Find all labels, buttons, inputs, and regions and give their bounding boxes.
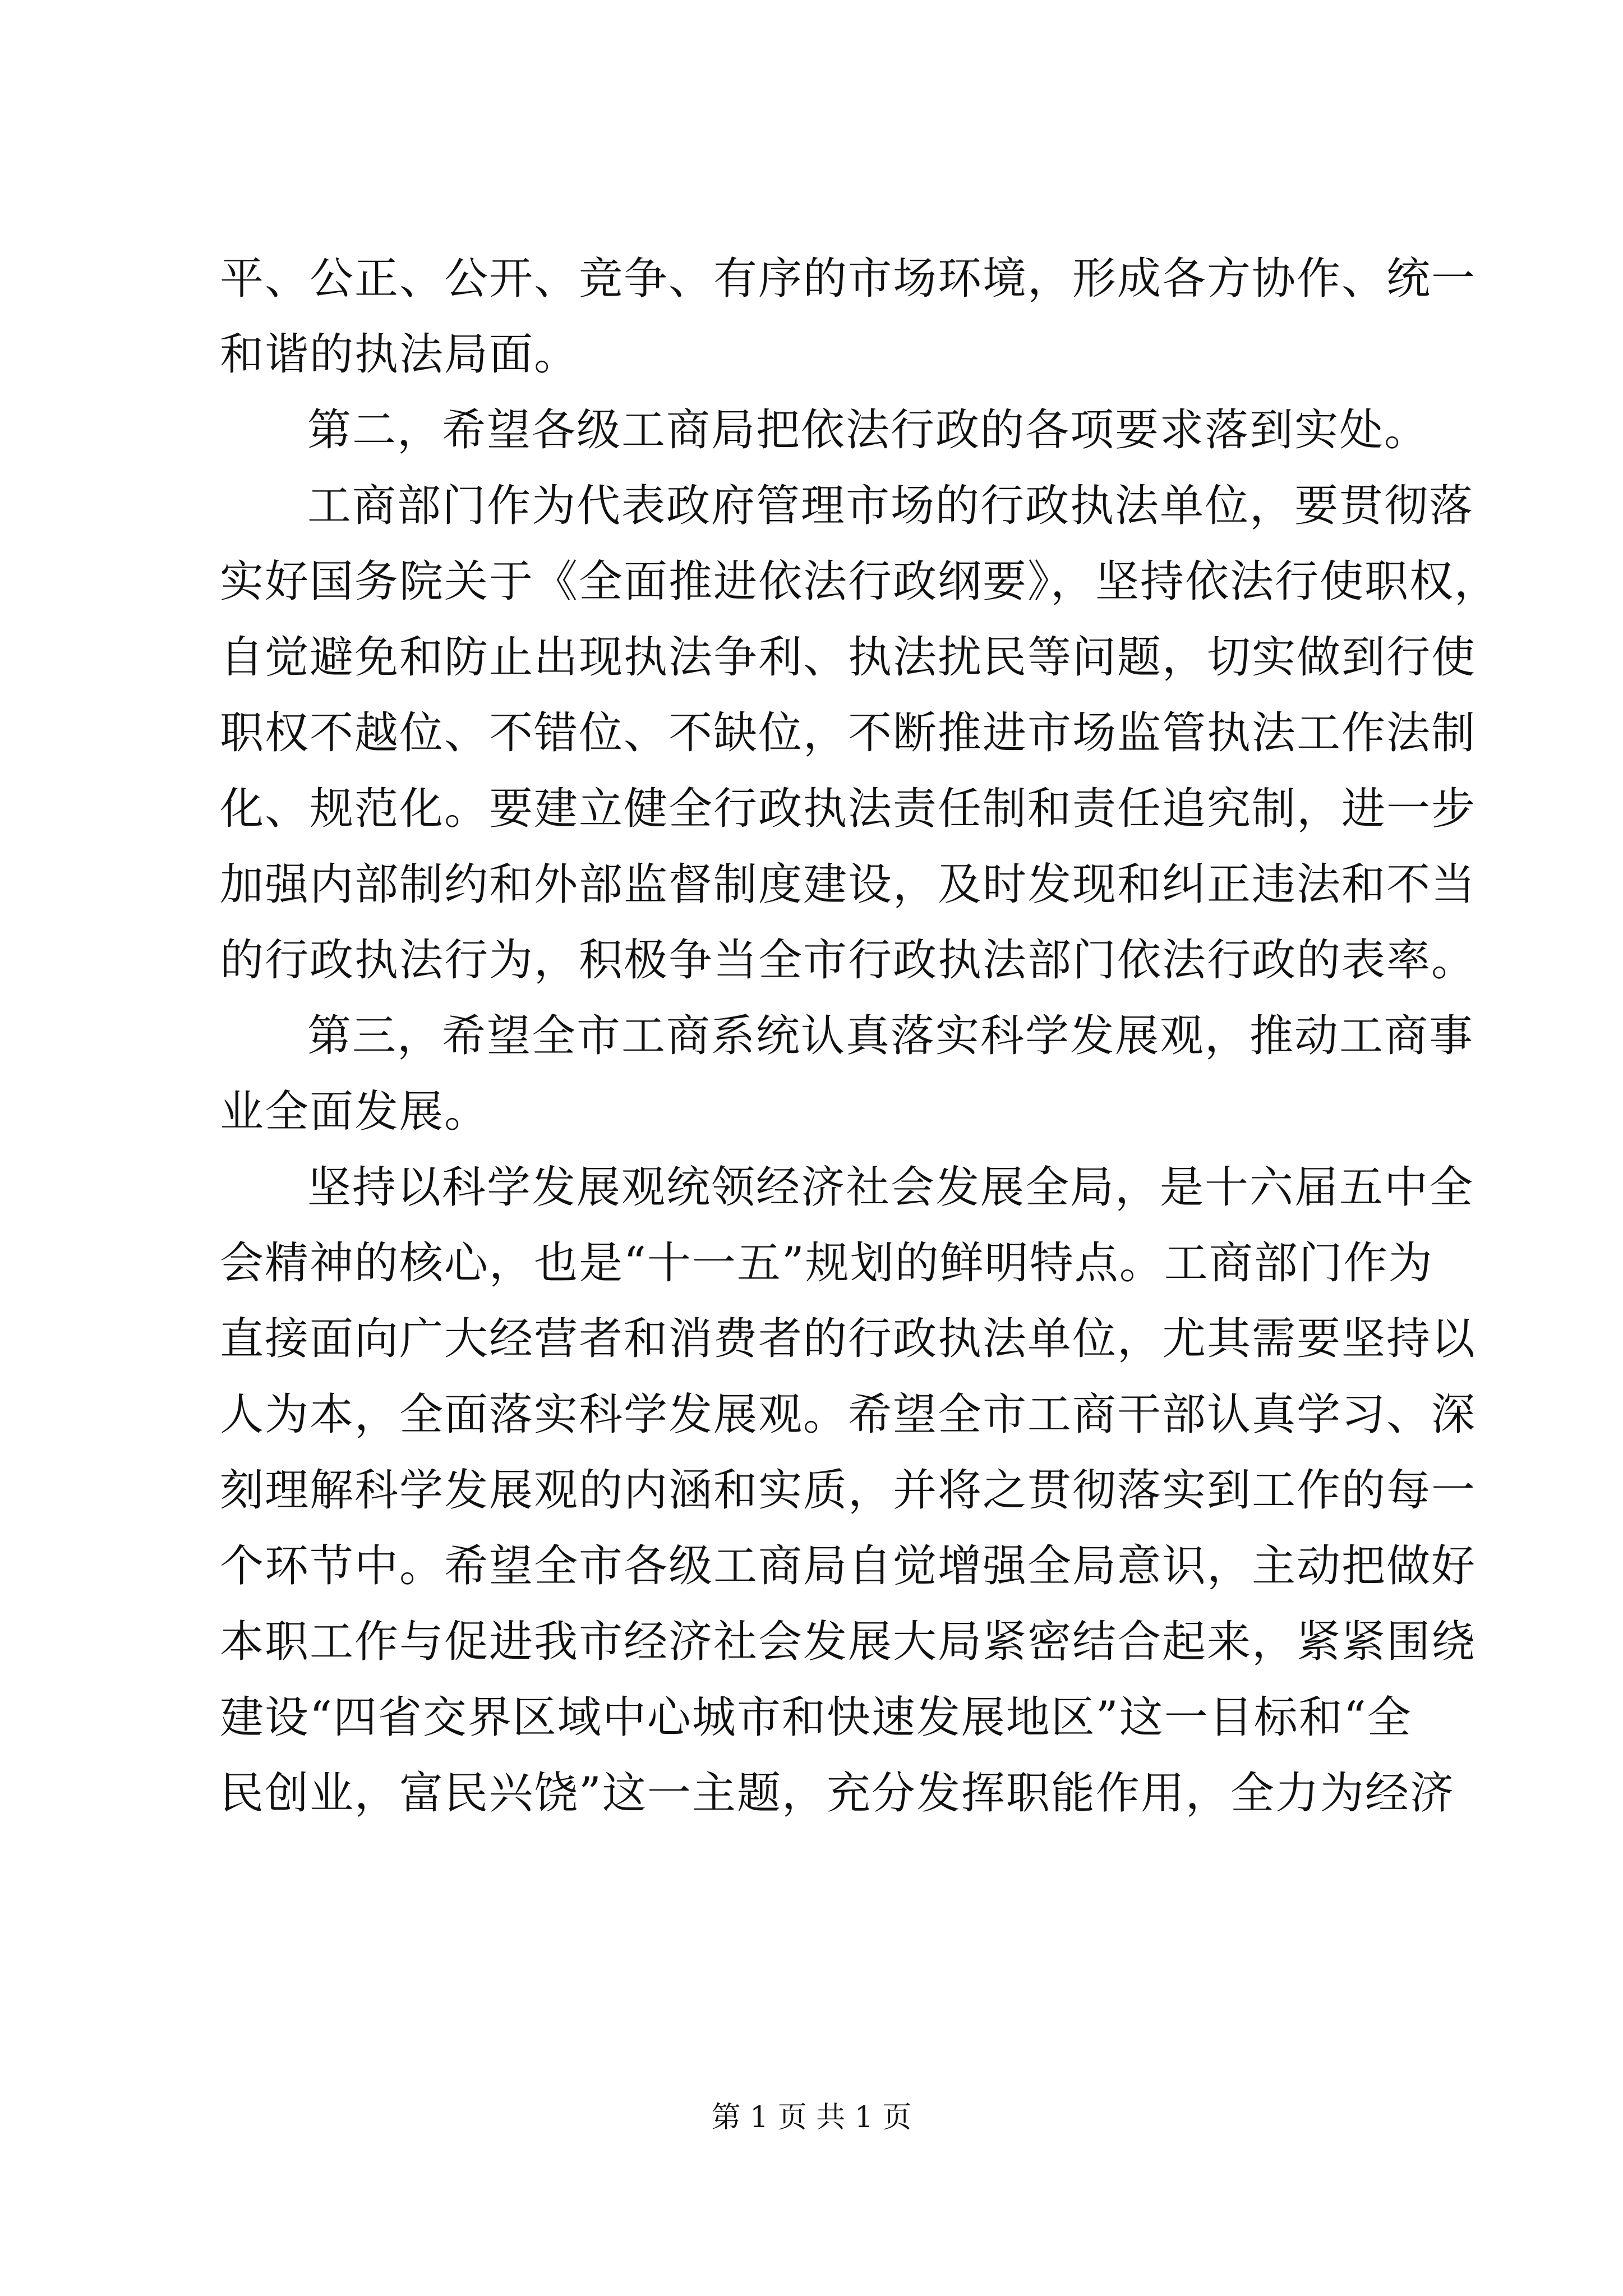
text-line-17: 刻理解科学发展观的内涵和实质，并将之贯彻落实到工作的每一	[220, 1465, 1477, 1516]
text-line-10: 的行政执法行为，积极争当全市行政执法部门依法行政的表率。	[220, 935, 1477, 986]
text-line-2: 和谐的执法局面。	[220, 329, 579, 380]
page-number-label: 第 1 页 共 1 页	[711, 2101, 912, 2134]
text-line-6: 自觉避免和防止出现执法争利、执法扰民等问题，切实做到行使	[220, 632, 1477, 683]
body-text	[220, 241, 1500, 1832]
text-line-1: 平、公正、公开、竞争、有序的市场环境，形成各方协作、统一	[220, 254, 1477, 304]
text-line-11: 第三，希望全市工商系统认真落实科学发展观，推动工商事	[307, 1011, 1474, 1061]
text-line-9: 加强内部制约和外部监督制度建设，及时发现和纠正违法和不当	[220, 859, 1477, 910]
text-line-12: 业全面发展。	[220, 1087, 490, 1137]
text-line-3: 第二，希望各级工商局把依法行政的各项要求落到实处。	[307, 405, 1430, 455]
text-line-18: 个环节中。希望全市各级工商局自觉增强全局意识，主动把做好	[220, 1541, 1477, 1591]
text-line-15: 直接面向广大经营者和消费者的行政执法单位，尤其需要坚持以	[220, 1314, 1477, 1364]
text-line-13: 坚持以科学发展观统领经济社会发展全局，是十六届五中全	[307, 1162, 1474, 1213]
page-footer	[0, 2098, 1623, 2137]
text-line-16: 人为本，全面落实科学发展观。希望全市工商干部认真学习、深	[220, 1389, 1477, 1440]
text-line-7: 职权不越位、不错位、不缺位，不断推进市场监管执法工作法制	[220, 708, 1477, 758]
text-line-8: 化、规范化。要建立健全行政执法责任制和责任追究制，进一步	[220, 784, 1477, 834]
text-line-14: 会精神的核心，也是“十一五”规划的鲜明特点。工商部门作为	[220, 1238, 1433, 1289]
text-line-5: 实好国务院关于《全面推进依法行政纲要》，坚持依法行使职权，	[220, 556, 1500, 607]
text-line-4: 工商部门作为代表政府管理市场的行政执法单位，要贯彻落	[307, 481, 1474, 531]
text-line-21: 民创业，富民兴饶”这一主题，充分发挥职能作用，全力为经济	[220, 1768, 1455, 1819]
text-line-20: 建设“四省交界区域中心城市和快速发展地区”这一目标和“全	[220, 1692, 1412, 1743]
text-line-19: 本职工作与促进我市经济社会发展大局紧密结合起来，紧紧围绕	[220, 1617, 1477, 1667]
